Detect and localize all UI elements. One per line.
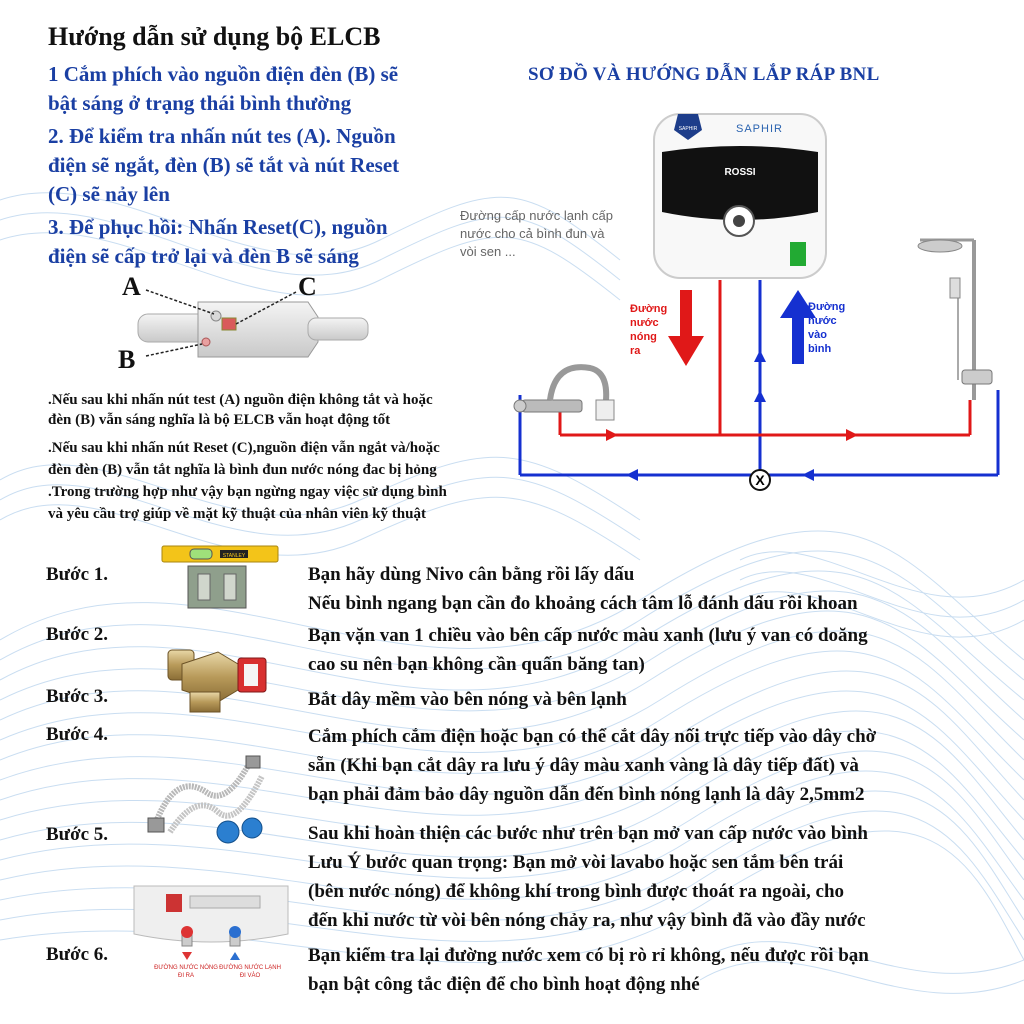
label-a: A <box>122 272 141 301</box>
cold-supply-note: Đường cấp nước lạnh cấp <box>460 208 613 223</box>
step-4-text: sẵn (Khi bạn cắt dây ra lưu ý dây màu xanh vàng là dây tiếp đất) và <box>308 755 859 776</box>
elcb-note-line: đèn (B) vẫn sáng nghĩa là bộ ELCB vẫn hoạt động tốt <box>48 412 391 428</box>
elcb-step-line: điện sẽ ngắt, đèn (B) sẽ tắt và nút Reset <box>48 153 400 177</box>
label-c: C <box>298 272 317 301</box>
elcb-title: Hướng dẫn sử dụng bộ ELCB <box>48 22 381 51</box>
step-1-text: Nếu bình ngang bạn cần đo khoảng cách tâm lỗ đánh dấu rồi khoan <box>308 593 858 614</box>
step-4-text: Cắm phích cắm điện hoặc bạn có thể cắt dây nối trực tiếp vào dây chờ <box>308 726 877 747</box>
step-5-label: Bước 5. <box>46 824 109 845</box>
step-5-text: (bên nước nóng) để không khí trong bình được thoát ra ngoài, cho <box>308 881 845 902</box>
step-4-text: bạn phải đảm bảo dây nguồn dẫn đến bình nóng lạnh là dây 2,5mm2 <box>308 784 865 805</box>
step-2-label: Bước 2. <box>46 624 109 645</box>
elcb-step-line: (C) sẽ nảy lên <box>48 182 170 206</box>
check-valve-image <box>162 640 274 720</box>
diagram-title: SƠ ĐỒ VÀ HƯỚNG DẪN LẮP RÁP BNL <box>528 64 880 85</box>
elcb-note-line: .Nếu sau khi nhấn nút Reset (C),nguồn điện vẫn ngắt và/hoặc <box>48 440 440 456</box>
badge-text: SAPHIR <box>678 126 698 132</box>
step-6-text: Bạn kiểm tra lại đường nước xem có bị rò rỉ không, nếu được rồi bạn <box>308 945 869 966</box>
step-6-label: Bước 6. <box>46 944 109 965</box>
installation-diagram <box>450 100 1010 500</box>
elcb-step-line: điện sẽ cấp trở lại và đèn B sẽ sáng <box>48 244 359 268</box>
elcb-step-line: 1 Cắm phích vào nguồn điện đèn (B) sẽ <box>48 62 399 86</box>
hot-out-label: nước <box>630 317 659 329</box>
elcb-step-line: 2. Để kiểm tra nhấn nút tes (A). Nguồn <box>48 124 396 148</box>
cold-in-label: vào <box>808 329 827 341</box>
hot-out-small-label: ĐI RA <box>177 973 195 979</box>
elcb-note-line: đèn đèn (B) vẫn tắt nghĩa là bình đun nước nóng đac bị hỏng <box>48 462 437 478</box>
cold-in-label: bình <box>808 343 832 355</box>
cold-supply-note: nước cho cả bình đun và <box>460 226 605 241</box>
step-3-text: Bắt dây mềm vào bên nóng và bên lạnh <box>308 689 627 710</box>
hot-out-label: Đường <box>630 303 668 315</box>
elcb-note-line: và yêu cầu trợ giúp về mặt kỹ thuật của nhân viên kỹ thuật <box>48 506 426 522</box>
step-2-text: Bạn vặn van 1 chiều vào bên cấp nước màu xanh (lưu ý van có doăng <box>308 625 868 646</box>
step-5-text: Lưu Ý bước quan trọng: Bạn mở vòi lavabo hoặc sen tắm bên trái <box>308 852 844 873</box>
step-5-text: Sau khi hoàn thiện các bước như trên bạn mở van cấp nước vào bình <box>308 823 868 844</box>
step-2-text: cao su nên bạn không cần quấn băng tan) <box>308 654 645 675</box>
hot-out-small-label: ĐƯỜNG NƯỚC NÓNG <box>154 965 218 971</box>
elcb-step-line: bật sáng ở trạng thái bình thường <box>48 91 352 115</box>
heater-bottom-image <box>126 880 296 984</box>
flex-hose-image <box>146 752 276 848</box>
cold-in-label: Đường <box>808 301 846 313</box>
step-4-label: Bước 4. <box>46 724 109 745</box>
cold-in-small-label: ĐƯỜNG NƯỚC LẠNH <box>219 965 281 971</box>
heater-brand-panel: ROSSI <box>724 167 756 178</box>
step-1-label: Bước 1. <box>46 564 109 585</box>
cold-in-small-label: ĐI VÀO <box>239 973 261 979</box>
valve-symbol: X <box>755 472 765 488</box>
elcb-device-image <box>118 272 378 382</box>
label-b: B <box>118 345 136 374</box>
elcb-note-line: .Nếu sau khi nhấn nút test (A) nguồn điện không tắt và hoặc <box>48 392 433 408</box>
level-tool-image <box>160 542 280 610</box>
hot-out-label: ra <box>630 345 641 357</box>
elcb-step-line: 3. Để phục hồi: Nhấn Reset(C), nguồn <box>48 215 388 239</box>
step-5-text: đến khi nước từ vòi bên nóng chảy ra, như vậy bình đã vào đầy nước <box>308 910 866 931</box>
level-brand: STANLEY <box>222 553 246 559</box>
step-1-text: Bạn hãy dùng Nivo cân bằng rồi lấy dấu <box>308 564 635 585</box>
cold-in-label: nước <box>808 315 837 327</box>
step-6-text: bạn bật công tắc điện để cho bình hoạt động nhé <box>308 974 700 995</box>
cold-supply-note: vòi sen ... <box>460 244 516 259</box>
heater-brand-top: SAPHIR <box>736 123 783 135</box>
step-3-label: Bước 3. <box>46 686 109 707</box>
elcb-note-line: .Trong trường hợp như vậy bạn ngừng ngay việc sử dụng bình <box>48 484 447 500</box>
hot-out-label: nóng <box>630 331 657 343</box>
